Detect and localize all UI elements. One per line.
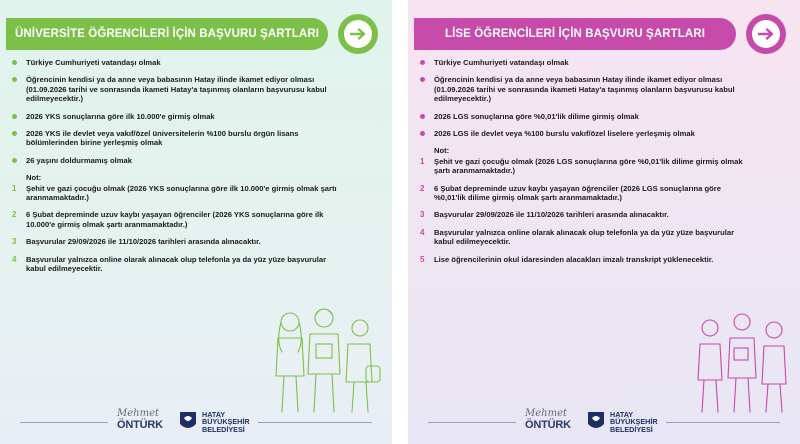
note-item: 1 Şehit ve gazi çocuğu olmak (2026 YKS sonuçlarına göre ilk 10.000'e girmiş olmak şartı aranmamaktadır.) — [12, 183, 337, 203]
mayor-surname: ÖNTÜRK — [117, 419, 163, 431]
footer — [408, 410, 800, 436]
municipality-name: HATAY BÜYÜKŞEHİR BELEDİYESİ — [610, 410, 658, 434]
note-item: 4 Başvurular yalnızca online olarak alınacak olup telefonla ya da yüz yüze başvurular kabul edilmeyecektir. — [420, 227, 735, 247]
university-header: ÜNİVERSİTE ÖĞRENCİLERİ İÇİN BAŞVURU ŞARTLARI — [6, 18, 328, 50]
students-illustration — [688, 298, 796, 416]
list-item: 2026 YKS ile devlet veya vakıf/özel üniversitelerin %100 burslu örgün lisans bölümlerinden birine yerleşmiş olmak — [10, 129, 340, 148]
high-school-panel — [408, 0, 800, 444]
list-item: Türkiye Cumhuriyeti vatandaşı olmak — [418, 58, 748, 67]
note-item: 5 Lise öğrencilerinin okul idaresinden alacakları imzalı transkript yüklenecektir. — [420, 254, 714, 264]
high-school-arrow-button[interactable] — [746, 14, 786, 54]
list-item: 26 yaşını doldurmamış olmak — [10, 156, 340, 165]
list-item: Öğrencinin kendisi ya da anne veya babasının Hatay ilinde ikamet ediyor olması (01.09.2026 tarihi ve sonrasında ikameti Hatay'a taşınmış olanların başvurusu kabul edilmeyecektir.) — [418, 75, 748, 103]
arrow-right-icon — [350, 28, 366, 40]
note-item: 3 Başvurular 29/09/2026 ile 11/10/2026 tarihleri arasında alınacaktır. — [12, 237, 261, 247]
high-school-requirements — [418, 58, 748, 272]
municipality-name: HATAY BÜYÜKŞEHİR BELEDİYESİ — [202, 410, 250, 434]
university-requirements — [10, 58, 340, 282]
list-item: 2026 LGS ile devlet veya %100 burslu vakıf/özel liselere yerleşmiş olmak — [418, 129, 748, 138]
note-item: 4 Başvurular yalnızca online olarak alınacak olup telefonla ya da yüz yüze başvurular kabul edilmeyecektir. — [12, 254, 327, 274]
note-item: 2 6 Şubat depreminde uzuv kaybı yaşayan öğrenciler (2026 LGS sonuçlarına göre %0,01'lik dilime girmiş olmak şartı aranmamaktadır.) — [420, 183, 721, 203]
mayor-surname: ÖNTÜRK — [525, 419, 571, 431]
note-title: Not: — [26, 173, 42, 183]
arrow-right-icon — [758, 28, 774, 40]
footer — [0, 410, 392, 436]
mayor-signature: Mehmet — [117, 408, 160, 419]
high-school-header: LİSE ÖĞRENCİLERİ İÇİN BAŞVURU ŞARTLARI — [414, 18, 736, 50]
university-arrow-button[interactable] — [338, 14, 378, 54]
note-title: Not: — [434, 146, 450, 156]
university-panel — [0, 0, 392, 444]
list-item: Öğrencinin kendisi ya da anne veya babasının Hatay ilinde ikamet ediyor olması (01.09.2026 tarihi ve sonrasında ikameti Hatay'a taşınmış olanların başvurusu kabul edilmeyecektir.) — [10, 75, 340, 103]
list-item: Türkiye Cumhuriyeti vatandaşı olmak — [10, 58, 340, 67]
note-item: 3 Başvurular 29/09/2026 ile 11/10/2026 tarihleri arasında alınacaktır. — [420, 210, 669, 220]
note-item: 1 Şehit ve gazi çocuğu olmak (2026 LGS sonuçlarına göre %0,01'lik dilime girmiş olmak şartı aranmamaktadır.) — [420, 156, 743, 176]
mayor-signature: Mehmet — [525, 408, 568, 419]
list-item: 2026 YKS sonuçlarına göre ilk 10.000'e girmiş olmak — [10, 112, 340, 121]
list-item: 2026 LGS sonuçlarına göre %0,01'lik dilime girmiş olmak — [418, 112, 748, 121]
municipality-seal-icon — [178, 410, 198, 432]
students-illustration — [262, 292, 386, 416]
municipality-seal-icon — [586, 410, 606, 432]
note-item: 2 6 Şubat depreminde uzuv kaybı yaşayan öğrenciler (2026 YKS sonuçlarına göre ilk 10.000'e girmiş olmak şartı aranmamaktadır.) — [12, 210, 324, 229]
